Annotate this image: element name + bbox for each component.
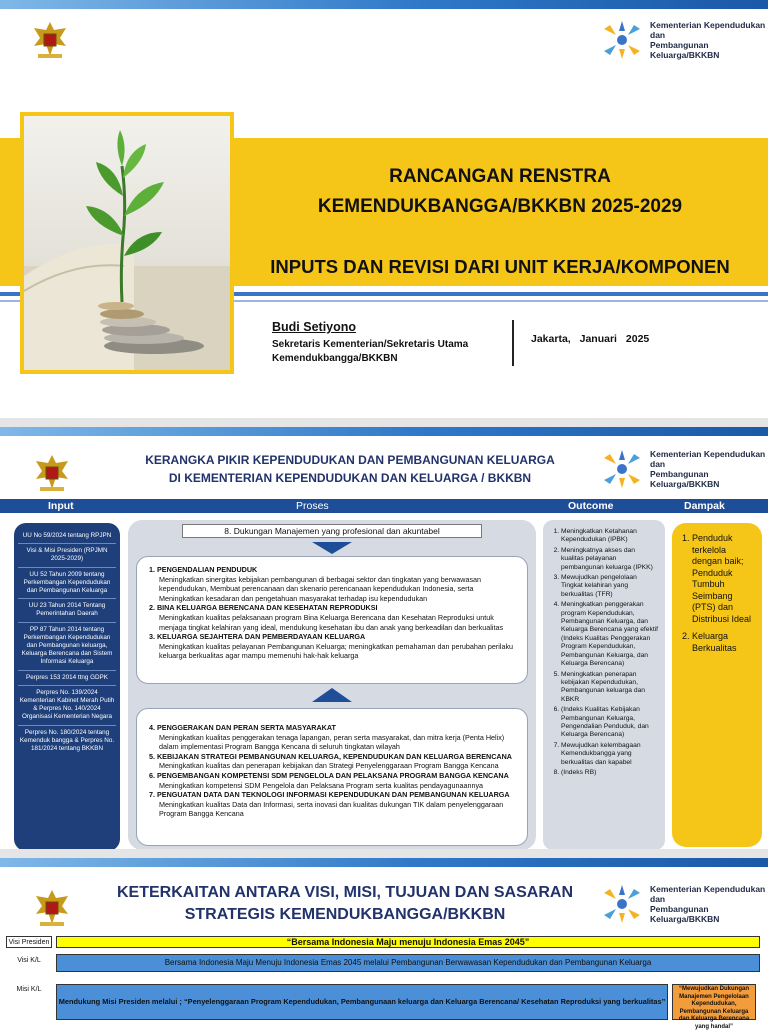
slide-gap [0,849,768,858]
row-visi-kl [6,954,760,972]
row-label: Visi Presiden [6,936,52,948]
input-item: UU No 59/2024 tentang RPJPN [18,529,116,544]
garuda-emblem-icon [32,886,72,928]
logo-label-line1: Kementerian Kependudukan dan [650,884,766,904]
kemendukbangga-logo-icon [600,21,644,59]
proses-column [128,520,536,850]
row-label: Misi K/L [6,984,52,996]
logo-label-line1: Kementerian Kependudukan dan [650,449,766,469]
header-proses: Proses [296,500,329,512]
header-outcome: Outcome [568,500,614,512]
input-item: UU 23 Tahun 2014 Tentang Pemerintahan Daerah [18,599,116,622]
slide2-title [100,451,600,487]
slide3-title-line2: STRATEGIS KEMENDUKBANGGA/BKKBN [184,906,506,923]
proses-desc: Meningkatkan sinergitas kebijakan pembangunan di berbagai sektor dan tingkatan yang berwawasan kependudukan, Membuat perencanaan dan skenario perencanaan kependudukan Indonesia, serta Meningkatkan kesadaran dan pengetahuan masyarakat terhadap isu kependudukan [159,574,482,603]
proses-heading: 6. PENGEMBANGAN KOMPETENSI SDM PENGELOLA DAN PELAKSANA PROGRAM BANGGA KENCANA [149,770,509,780]
proses-heading: 4. PENGGERAKAN DAN PERAN SERTA MASYARAKAT [149,723,336,732]
logo-label-line2: Pembangunan Keluarga/BKKBN [650,904,720,924]
header-input: Input [48,500,74,512]
top-gradient-bar [0,0,768,9]
proses-heading: 2. BINA KELUARGA BERENCANA DAN KESEHATAN REPRODUKSI [149,603,378,613]
proses-desc: Meningkatkan kualitas Data dan Informasi, serta inovasi dan kualitas dukungan TIK dalam penyelenggaraan Program Bangga Kencana [159,799,504,819]
author-role-line1: Sekretaris Kementerian/Sekretaris Utama [272,339,469,350]
proses-desc: Meningkatkan kualitas pelayanan Pembangunan Keluarga; meningkatkan pemahaman dan perubahan perilaku keluarga berkualitas agar mampu memenuhi hak-hak keluarga [159,641,514,661]
row-visi-presiden [6,936,760,948]
top-gradient-bar [0,858,768,867]
garuda-emblem-icon [32,451,72,493]
input-column [14,523,120,851]
plant-coins-photo [20,112,234,374]
proses-desc: Meningkatkan kualitas dan penerapan kebijakan dan Strategi Penyelenggaraan Program Bangga Kencana [159,761,499,771]
slide3-title [80,882,610,926]
kemendukbangga-logo [600,884,768,924]
row-misi-kl [6,984,756,1030]
title-line2: KEMENDUKBANGGA/BKKBN 2025-2029 [317,196,683,217]
dampak-column [672,523,762,847]
author-role-line2: Kemendukbangga/BKKBN [272,353,398,364]
author-name: Budi Setiyono [272,320,357,334]
up-arrow-icon [312,688,352,702]
input-item: UU 52 Tahun 2009 tentang Perkembangan Kependudukan dan Pembangunan Keluarga [18,568,116,600]
outcome-item: 4. Meningkatkan penggerakan program Kependudukan, Pembangunan Keluarga, dan Keluarga Berencana yang efektif (Indeks Kualitas Penggerakan Program Kependudukan, Pembangunan Keluarga, dan Keluarga Berencana) [561,601,659,668]
slide2-title-line1: KERANGKA PIKIR KEPENDUDUKAN DAN PEMBANGUNAN KELUARGA [145,453,555,467]
author-block [272,320,512,366]
proses-desc: Meningkatkan kualitas pelaksanaan program Bina Keluarga Berencana dan Kesehatan Reproduksi untuk menjaga tingkat kelahiran yang ideal, mendukung kesehatan ibu dan anak yang berkeadilan dan berkualitas [159,612,504,632]
row-value: “Bersama Indonesia Maju menuju Indonesia Emas 2045” [56,936,760,948]
row-label: Visi K/L [6,954,52,968]
plant-coins-illustration [24,116,230,370]
proses-heading: 7. PENGUATAN DATA DAN TEKNOLOGI INFORMASI KEPENDUDUKAN DAN PEMBANGUNAN KELUARGA [149,790,510,800]
proses-heading: 5. KEBIJAKAN STRATEGI PEMBANGUNAN KELUARGA, KEPENDUDUKAN DAN KELUARGA BERENCANA [149,751,512,761]
proses-desc: Meningkatkan kualitas penggerakan tenaga lapangan, peran serta masyarakat, dan mitra kerja (Penta Helix) dalam implementasi Program Bangga Kencana di seluruh tingkatan wilayah [159,732,505,752]
input-item: Perpres 153 2014 ttng GDPK [18,671,116,686]
author-role [272,338,512,366]
kemendukbangga-logo-icon [600,885,644,923]
input-item: Visi & Misi Presiden (RPJMN 2025-2029) [18,544,116,567]
vertical-divider [512,320,514,366]
proses-upper-box [136,556,528,684]
column-header-bar [0,499,768,513]
outcome-item: 2. Meningkatnya akses dan kualitas pelayanan pembangunan keluarga (IPKK) [561,547,659,572]
proses-item-8: 8. Dukungan Manajemen yang profesional dan akuntabel [182,524,482,538]
down-arrow-icon [312,542,352,554]
outcome-item: 3. Mewujudkan pengelolaan Tingkat kelahiran yang berkualitas (TFR) [561,574,659,599]
logo-label [650,884,768,924]
place: Jakarta, [531,333,571,345]
kemendukbangga-logo-icon [600,450,644,488]
top-gradient-bar [0,427,768,436]
slide-kerangka-pikir [0,427,768,849]
place-date [531,333,649,345]
proses-lower-box [136,708,528,846]
dampak-item: 2. Keluarga Berkualitas [692,631,756,654]
kemendukbangga-logo [600,449,768,489]
kemendukbangga-logo [600,20,768,60]
row-value: Mendukung Misi Presiden melalui ; “Penyelenggaraan Program Kependudukan, Pembangunaan keluarga dan Keluarga Berencana/ Kesehatan Reproduksi yang berkualitas” [56,984,668,1020]
slide2-title-line2: DI KEMENTERIAN KEPENDUDUKAN DAN KELUARGA / BKKBN [168,471,532,485]
outcome-item: 7. Mewujudkan kelembagaan Kemendukbangga yang berkualitas dan kapabel [561,742,659,767]
logo-label-line2: Pembangunan Keluarga/BKKBN [650,469,720,489]
input-item: Perpres No. 180/2024 tentang Kemenduk bangga & Perpres No. 181/2024 tentang BKKBN [19,728,115,753]
outcome-column [543,520,665,850]
header-dampak: Dampak [684,500,725,512]
outcome-item: 5. Meningkatkan penerapan kebijakan Kependudukan, Pembangunan keluarga dan KBKR [561,671,659,705]
row-value-side: “Mewujudkan Dukungan Manajemen Pengelolaan Kependudukan, Pembangunan Keluarga dan Keluarga Berencana yang handal” [672,984,756,1020]
subtitle: INPUTS DAN REVISI DARI UNIT KERJA/KOMPONEN [270,256,730,277]
slide-title [0,0,768,418]
title-line1: RANCANGAN RENSTRA [389,166,611,187]
dampak-item: 1. Penduduk terkelola dengan baik; Penduduk Tumbuh Seimbang (PTS) dan Distribusi Ideal [692,533,756,625]
proses-heading: 1. PENGENDALIAN PENDUDUK [149,565,258,574]
logo-label [650,449,768,489]
date: Januari 2025 [579,333,650,345]
input-item: Perpres No. 139/2024 Kementerian Kabinet Merah Putih & Perpres No. 140/2024 Organisasi Kementerian Negara [18,686,116,726]
slide-keterkaitan [0,858,768,1030]
proses-desc: Meningkatkan kompetensi SDM Pengelola dan Pelaksana Program serta kualitas pendayagunaannya [159,780,484,790]
logo-label [650,20,768,60]
outcome-item: 6. (Indeks Kualitas Kebijakan Pembangunan Keluarga, Pengendalian Penduduk, dan Keluarga Berencana) [561,706,659,740]
slide3-title-line1: KETERKAITAN ANTARA VISI, MISI, TUJUAN DAN SASARAN [116,884,573,901]
row-value: Bersama Indonesia Maju Menuju Indonesia Emas 2045 melalui Pembangunan Berwawasan Kependudukan dan Pembangunan Keluarga [56,954,760,972]
outcome-item: 8. (Indeks RB) [561,769,659,777]
garuda-emblem-icon [30,18,70,60]
slide-gap [0,418,768,427]
outcome-item: 1. Meningkatkan Ketahanan Kependudukan (IPBK) [561,528,659,545]
logo-label-line1: Kementerian Kependudukan dan [650,20,766,40]
input-item: PP 87 Tahun 2014 tentang Perkembangan Kependudukan dan Pembangunan keluarga, Keluarga Berencana dan Sistem Informasi Keluarga [18,623,116,671]
logo-label-line2: Pembangunan Keluarga/BKKBN [650,40,720,60]
proses-heading: 3. KELUARGA SEJAHTERA DAN PEMBERDAYAAN KELUARGA [149,632,366,642]
